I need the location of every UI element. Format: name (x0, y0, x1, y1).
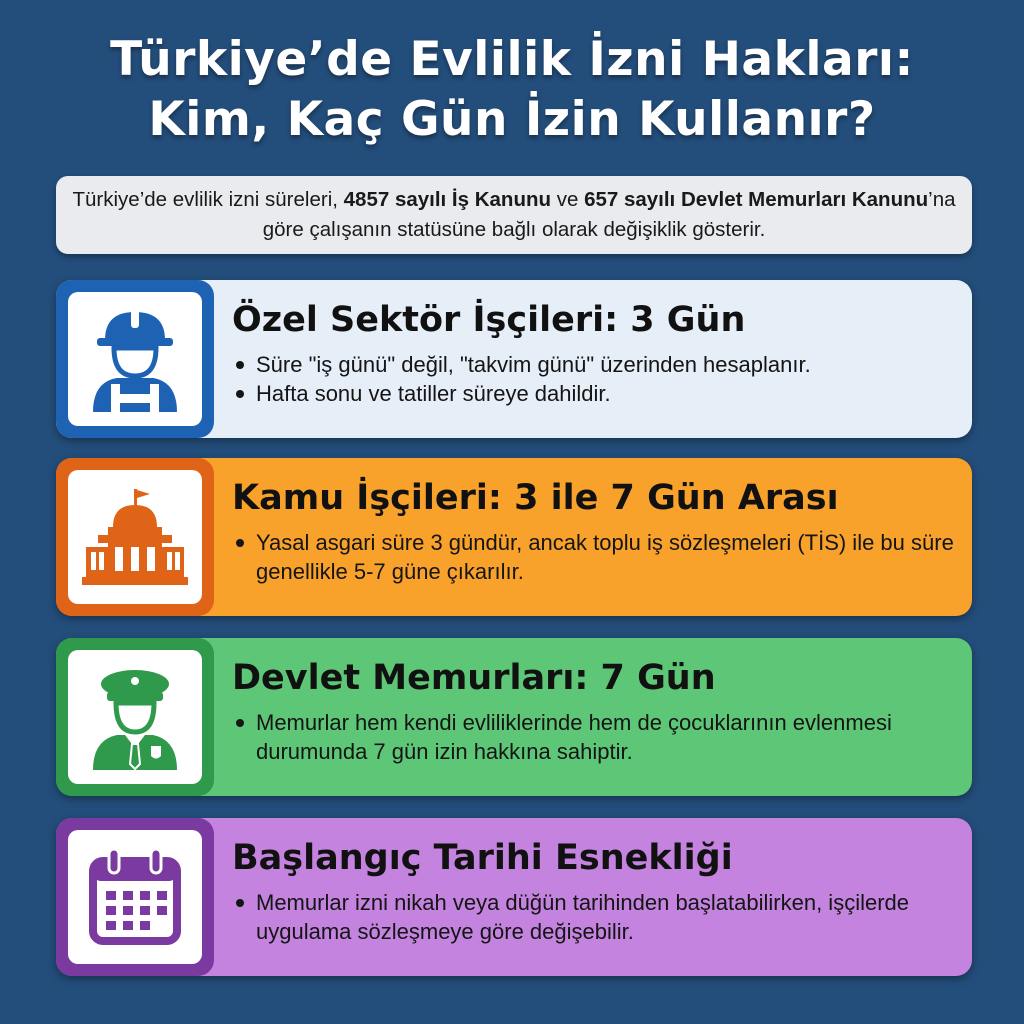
page-title-line-2: Kim, Kaç Gün İzin Kullanır? (148, 92, 876, 147)
calendar-icon (83, 845, 187, 949)
card-icon-frame (56, 638, 214, 796)
intro-law-657: 657 sayılı Devlet Memurları Kanunu (584, 188, 929, 211)
card-icon-frame (56, 458, 214, 616)
card-bullet-list (234, 350, 958, 408)
card-public-workers (56, 458, 972, 616)
bullet-item: Hafta sonu ve tatiller süreye dahildir. (234, 379, 958, 408)
card-title: Devlet Memurları: 7 Gün (232, 658, 716, 698)
intro-text-3: ’na göre çalışanın statüsüne bağlı olarak değişiklik gösterir. (262, 188, 956, 241)
intro-text-1: Türkiye’de evlilik izni süreleri, (72, 188, 344, 211)
worker-hardhat-icon (87, 304, 183, 414)
government-building-icon (80, 485, 190, 589)
card-bullet-list (234, 708, 958, 766)
card-icon-frame (56, 280, 214, 438)
card-title: Başlangıç Tarihi Esnekliği (232, 838, 733, 878)
bullet-item: Yasal asgari süre 3 gündür, ancak toplu iş sözleşmeleri (TİS) ile bu süre genellikle 5-7 güne çıkarılır. (234, 528, 958, 586)
card-private-sector (56, 280, 972, 438)
intro-text-2: ve (551, 188, 585, 211)
card-icon-frame (56, 818, 214, 976)
intro-box (56, 176, 972, 254)
card-title: Kamu İşçileri: 3 ile 7 Gün Arası (232, 478, 839, 518)
card-civil-servants (56, 638, 972, 796)
page-title (0, 30, 1024, 150)
page-title-line-1: Türkiye’de Evlilik İzni Hakları: (110, 32, 914, 87)
card-start-date-flexibility (56, 818, 972, 976)
bullet-item: Süre "iş günü" değil, "takvim günü" üzerinden hesaplanır. (234, 350, 958, 379)
card-title: Özel Sektör İşçileri: 3 Gün (232, 300, 746, 340)
card-bullet-list (234, 528, 958, 586)
civil-servant-icon (87, 662, 183, 772)
bullet-item: Memurlar hem kendi evliliklerinde hem de çocuklarının evlenmesi durumunda 7 gün izin hakkına sahiptir. (234, 708, 958, 766)
intro-law-4857: 4857 sayılı İş Kanunu (343, 188, 552, 211)
bullet-item: Memurlar izni nikah veya düğün tarihinden başlatabilirken, işçilerde uygulama sözleşmeye göre değişebilir. (234, 888, 958, 946)
card-bullet-list (234, 888, 958, 946)
